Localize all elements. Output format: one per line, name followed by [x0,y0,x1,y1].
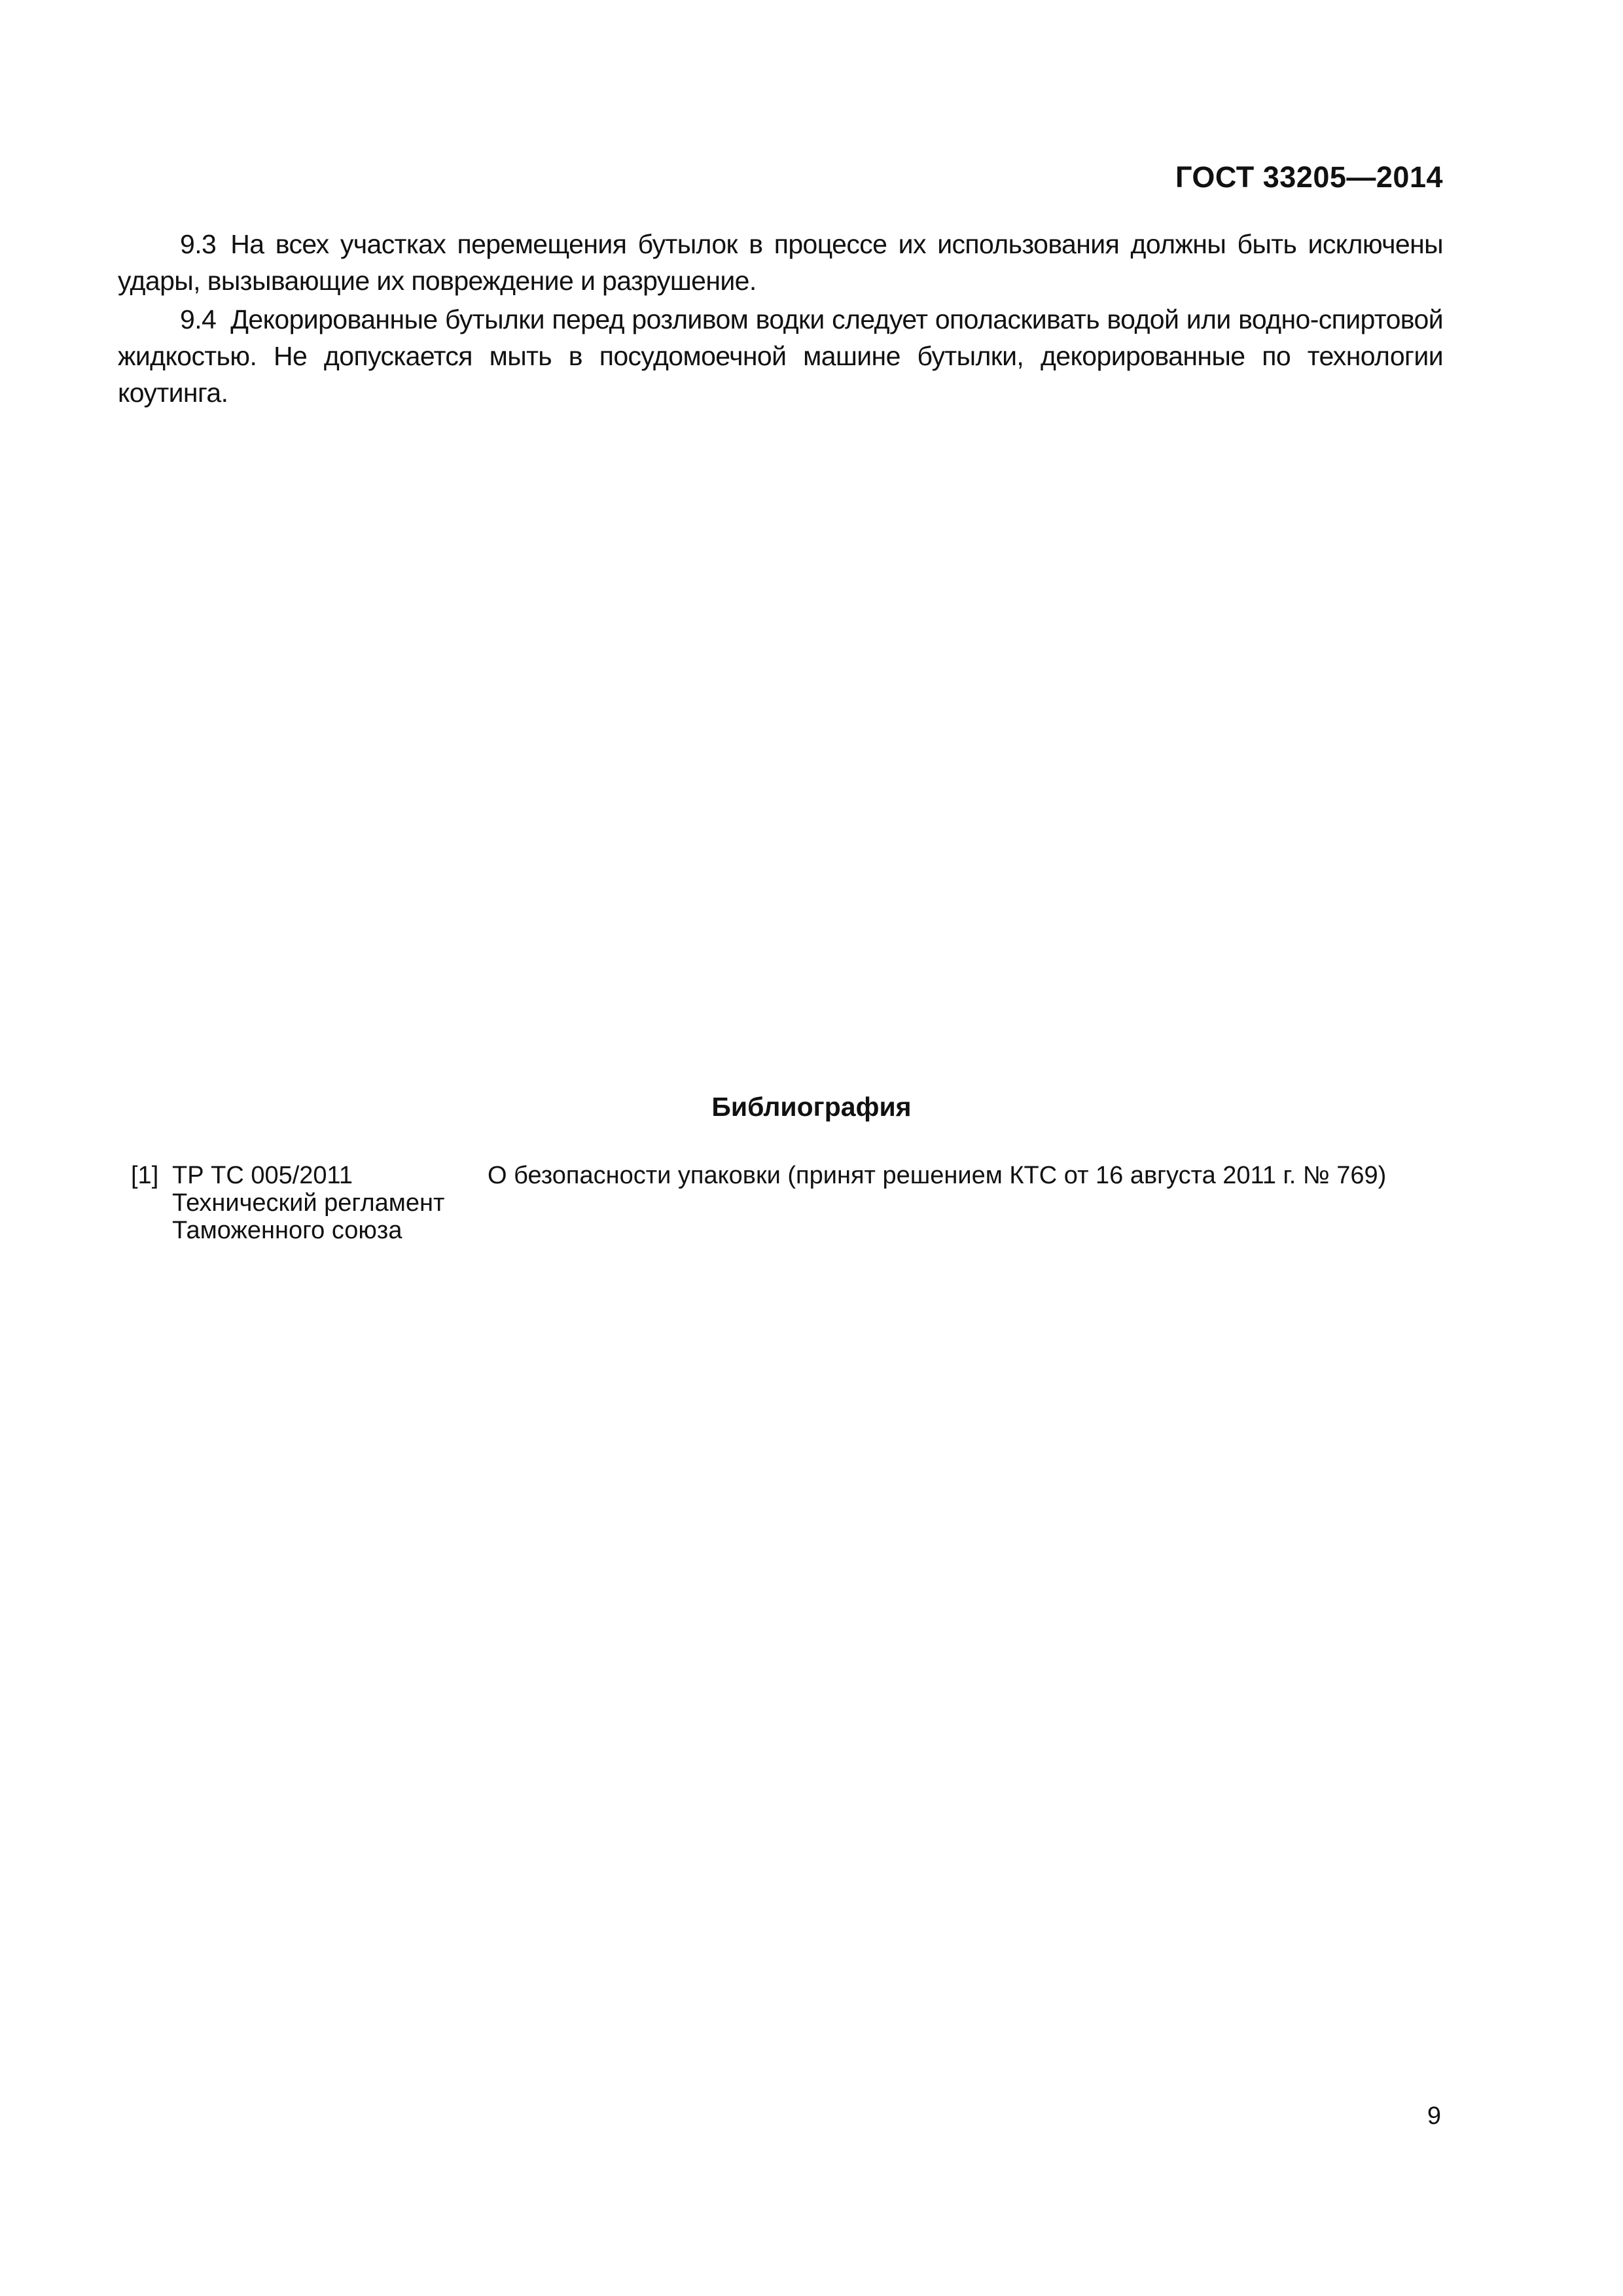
clause-number: 9.3 [180,229,217,259]
clause-9-4 [118,301,1443,411]
bibliography-doc-line: Таможенного союза [172,1217,402,1244]
bibliography-title: Библиография [711,1092,912,1122]
bibliography-doc-line: ТР ТС 005/2011 [172,1162,353,1189]
clause-number: 9.4 [180,304,217,334]
bibliography-ref-number: [1] [131,1162,159,1189]
bibliography-doc-line: Технический регламент [172,1189,445,1217]
bibliography-doc [172,1162,539,1244]
body-text [118,226,1443,413]
clause-9-3 [118,226,1443,299]
page-number: 9 [1427,2102,1441,2130]
bibliography-description: О безопасности упаковки (принят решением КТС от 16 августа 2011 г. № 769) [488,1162,1387,1189]
clause-text: На всех участках перемещения бутылок в процессе их использования должны быть исключены удары, вызывающие их повреждение и разрушение. [118,229,1443,296]
clause-text: Декорированные бутылки перед розливом водки следует ополаскивать водой или водно-спиртовой жидкостью. Не допускается мыть в посудомоечной машине бутылки, декорированные по технологии коутинга. [118,304,1443,408]
document-code-header: ГОСТ 33205—2014 [1175,160,1443,194]
